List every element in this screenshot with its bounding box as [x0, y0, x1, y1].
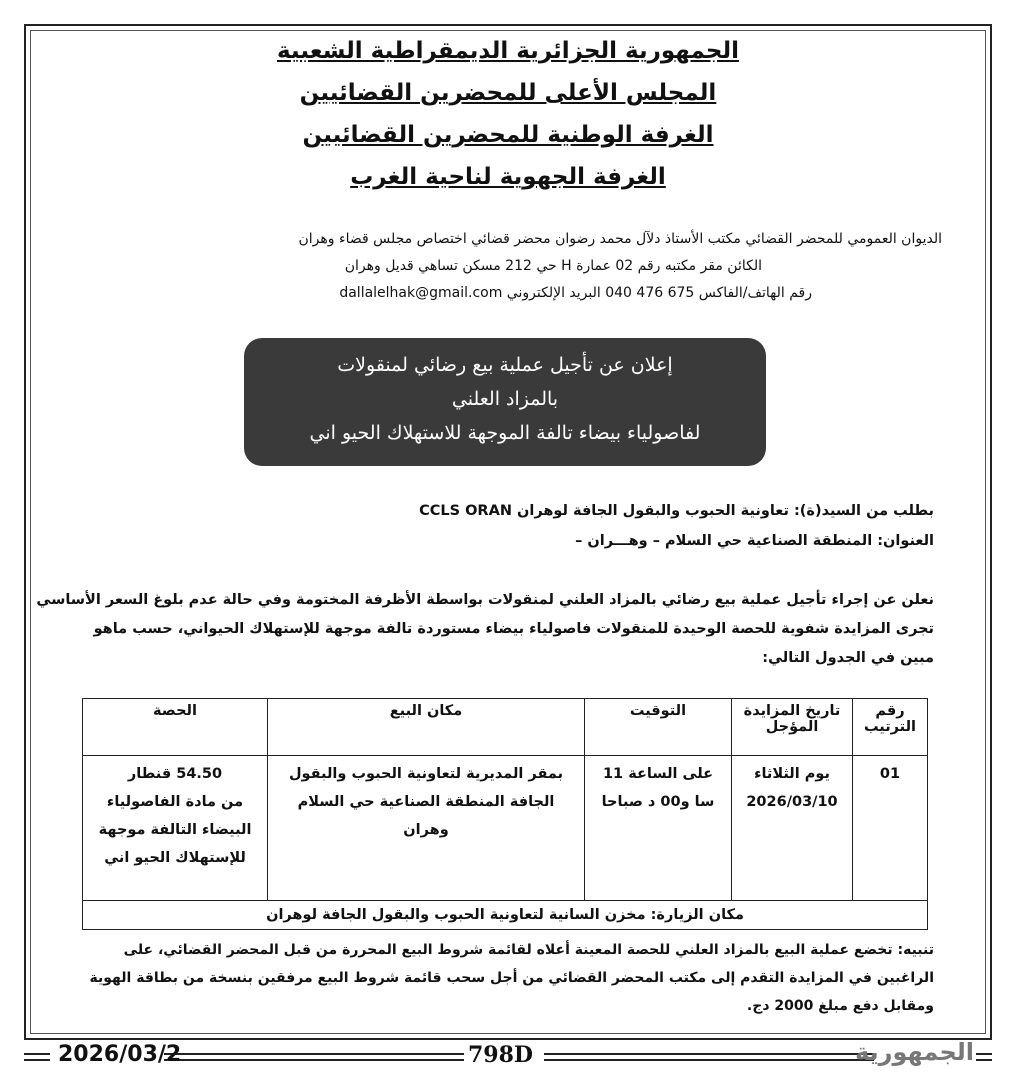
page-number: 798D: [468, 1042, 534, 1068]
footer-rule-mid-right: [544, 1053, 874, 1061]
body-line-1: نعلن عن إجراء تأجيل عملية بيع رضائي بالمزاد العلني لمنقولات بواسطة الأظرفة المختومة وفي حالة عدم بلوغ السعر الأساسي: [36, 592, 934, 608]
note-line-2: الراغبين في المزايدة التقدم إلى مكتب المحضر القضائي من أجل سحب قائمة شروط البيع مرفقين بنسخة من بطاقة الهوية: [89, 970, 934, 986]
table-header-row: [83, 699, 928, 756]
banner-line-1: إعلان عن تأجيل عملية بيع رضائي لمنقولات: [337, 354, 673, 376]
requester-line: بطلب من السيد(ة): تعاونية الحبوب والبقول الجافة لوهران CCLS ORAN: [419, 503, 934, 519]
header-place: مكان البيع: [268, 699, 585, 756]
address-line: العنوان: المنطقة الصناعية حي السلام – وهـــران –: [575, 533, 934, 549]
cell-date-day: يوم الثلاثاء: [754, 766, 830, 782]
banner-line-2: بالمزاد العلني: [451, 388, 559, 410]
cell-lot: [83, 756, 268, 901]
banner-line-3: لفاصولياء بيضاء تالفة الموجهة للاستهلاك الحيو اني: [309, 422, 701, 444]
heading-republic: الجمهورية الجزائرية الديمقراطية الشعبية: [276, 38, 740, 64]
footer-rule-mid-left: [164, 1053, 464, 1061]
office-line-1: الديوان العمومي للمحضر القضائي مكتب الأستاذ دلآل محمد رضوان محضر قضائي اختصاص مجلس قضاء وهران: [298, 231, 942, 247]
notice-warning: [80, 936, 934, 1020]
newspaper-logo: الجمهورية: [855, 1038, 974, 1066]
cell-number: 01: [853, 756, 928, 901]
cell-date: [732, 756, 853, 901]
header-lot: الحصة: [83, 699, 268, 756]
note-line-3: ومقابل دفع مبلغ 2000 دج.: [746, 998, 934, 1014]
heading-national-chamber: الغرفة الوطنية للمحضرين القضائيين: [302, 122, 714, 148]
visit-row: [83, 901, 928, 930]
table-row: [83, 756, 928, 901]
cell-lot-qty: 54.50 قنطار: [127, 766, 223, 782]
cell-lot-desc: من مادة الفاصولياء البيضاء التالفة موجهة للإستهلاك الحيو اني: [98, 794, 252, 866]
heading-council: المجلس الأعلى للمحضرين القضائيين: [299, 80, 717, 106]
cell-date-value: 2026/03/10: [746, 794, 838, 810]
body-line-3: مبين في الجدول التالي:: [762, 650, 934, 666]
announcement-banner: [244, 338, 766, 466]
heading-regional-chamber: الغرفة الجهوية لناحية الغرب: [350, 164, 666, 190]
office-line-3: رقم الهاتف/الفاكس 675 476 040 البريد الإلكتروني dallalelhak@gmail.com: [339, 285, 812, 301]
footer-rule-right: [976, 1053, 992, 1061]
header-number: رقم الترتيب: [853, 699, 928, 756]
office-info: [80, 226, 942, 307]
header-date: تاريخ المزايدة المؤجل: [732, 699, 853, 756]
cell-time: على الساعة 11 سا و00 د صباحا: [585, 756, 732, 901]
sale-table: [82, 698, 928, 930]
client-info: [80, 496, 934, 556]
issue-date: 2026/03/2: [58, 1042, 182, 1067]
header-time: التوقيت: [585, 699, 732, 756]
header-block: [0, 30, 1016, 198]
visit-location: مكان الزيارة: مخزن السانية لتعاونية الحبوب والبقول الجافة لوهران: [83, 901, 928, 930]
office-line-2: الكائن مقر مكتبه رقم 02 عمارة H حي 212 مسكن تساهي قديل وهران: [344, 258, 762, 274]
note-line-1: تنبيه: تخضع عملية البيع بالمزاد العلني للحصة المعينة أعلاه لقائمة شروط البيع المحررة من قبل المحضر القضائي، على: [123, 942, 934, 958]
page-footer: [24, 1040, 992, 1070]
footer-rule-left: [24, 1053, 50, 1061]
body-line-2: تجرى المزايدة شفوية للحصة الوحيدة للمنقولات فاصولياء بيضاء مستوردة تالفة موجهة للإستهلاك الحيواني، حسب ماهو: [93, 621, 934, 637]
cell-place: بمقر المديرية لتعاونية الحبوب والبقول الجافة المنطقة الصناعية حي السلام وهران: [268, 756, 585, 901]
announcement-body: [36, 586, 934, 673]
